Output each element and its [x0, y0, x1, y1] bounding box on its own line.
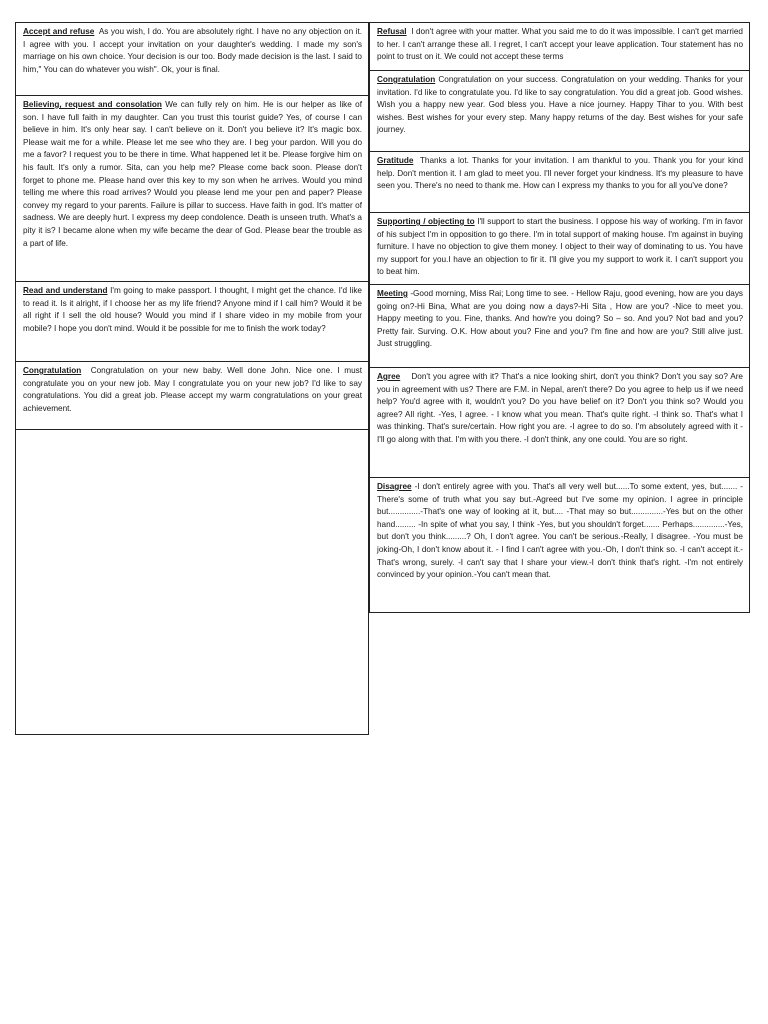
section-heading: Accept and refuse — [23, 27, 95, 36]
section-heading: Refusal — [377, 27, 407, 36]
section-body: We can fully rely on him. He is our helper as like of son. I have full faith in my daughter. Can you trust this tourist guide? Yes, of course I can believe in him. It's only hear say. I can't believe on it. Don't you believe it? It's magic box. Please wait me for a while. Please let me see who they are. I beg your pardon. Will you do me a favor? I request you to be there in time. What happened let it be. Please forgive him on his fault. It's only a rumor. Sita, can you help me? Please come back soon. Please don't forget to phone me. Please hand over this key to my son when he arrives. Would you mind telling me where this road arrives? Would you please lend me your pen and paper? Please convey my regard to your parents. Failure is pillar to success. Have faith in god. It's matter of sadness. We are deeply hurt. I express my deep condolence. Death is unseen truth. What's a pity it is? I became alone when my wife became the dear of God. Please bear the trouble as a part of life. — [23, 100, 362, 248]
section-heading: Meeting — [377, 289, 408, 298]
section-heading: Agree — [377, 372, 401, 381]
section-congratulation-left — [16, 362, 368, 430]
section-disagree — [370, 478, 749, 613]
section-agree — [370, 368, 749, 478]
section-body: I'll support to start the business. I oppose his way of working. I'm in favor of his subject I'm in opposition to go there. I'm in total support of making house. I'm against in buying furniture. I have no objection to give them money. I object to their way of dominating to us. You have my support for you.I have an objection to fir it. I'll give you my support to work it. I can't support you to beat him. — [377, 217, 743, 277]
section-body: As you wish, I do. You are absolutely right. I have no any objection on it. I agree with you. I accept your invitation on your daughter's wedding. I made my son's marriage on his own choice. Your decision is our too. Body made decision is the last. I said to him," You can do whatever you wish". Ok, your is final. — [23, 27, 362, 74]
empty-box — [16, 430, 368, 735]
section-body: Thanks a lot. Thanks for your invitation. I am thankful to you. Thank you for your kind help. Don't mention it. I am glad to meet you. I'll never forget your kindness. It's my pleasure to have seen you. There's no need to thank me. How can I express my thanks to you for all you've done? — [377, 156, 744, 191]
section-heading: Supporting / objecting to — [377, 217, 475, 226]
section-body: I'm going to make passport. I thought, I might get the chance. I'd like to read it. Is it alright, if I choose her as my life friend? Anyone mind if I call him? Would it be all right if I sell the old house? Would you mind if I share video in my mobile from your mobile? I hope you don't mind. Would it be possible for me to finish the work today? — [23, 286, 362, 333]
heading-separator — [400, 372, 411, 381]
section-heading: Gratitude — [377, 156, 414, 165]
section-meeting — [370, 285, 749, 368]
section-body: I don't agree with your matter. What you said me to do it was impossible. I can't get married to her. I can't arrange these all. I regret, I can't accept your leave application. Tour statement has no point to trust on it. We could not accept these terms — [377, 27, 743, 62]
section-body: Don't you agree with it? That's a nice looking shirt, don't you think? Don't you say so? Are you in agreement with us? There are F.M. in Nepal, aren't there? Do you agree to help us if we need help? You'd agree with it, wouldn't you? Do you have belief on it? Don't you think so? Would you agree? All right. -Yes, I agree. - I know what you mean. That's quite right. -I think so. That's what I was thinking. That's sure/certain. How right you are. -I agree to do so. I'm absolutely agreed with it -I'll go along with that. I'm with you there. -I don't think, any one could. You are so right. — [377, 372, 743, 444]
right-column — [369, 22, 750, 613]
section-heading: Congratulation — [23, 366, 82, 375]
section-heading: Believing, request and consolation — [23, 100, 162, 109]
section-refusal — [370, 23, 749, 71]
section-congratulation-right — [370, 71, 749, 152]
section-body: -Good morning, Miss Rai; Long time to see. - Hellow Raju, good evening, how are you days going on?-Hi Bina, What are you doing now a days?-Hi Sita , How are you? -Nice to meet you. Happy meeting to you. Fine, thanks. And how're you doing? So – so. And you? Not bad and you?Pretty fair. Surving. O.K. How about you? Fine and you? I'm fine and how are you? Still alive just. Just struggling. — [377, 289, 744, 349]
section-read-understand — [16, 282, 368, 362]
left-column — [15, 22, 369, 735]
section-heading: Read and understand — [23, 286, 108, 295]
section-supporting-objecting — [370, 213, 749, 285]
section-believing-request-consolation — [16, 96, 368, 282]
section-accept-refuse — [16, 23, 368, 96]
section-gratitude — [370, 152, 749, 213]
section-body: Congratulation on your success. Congratulation on your wedding. Thanks for your invitation. I'd like to congratulate you. I'd like to say congratulation. You did a great job. Good wishes. Wish you a happy new year. God bless you. Have a nice journey. Happy Tihar to you. With best wishes. Best wishes for your every step. Many happy returns of the day. Best wishes for your safe journey. — [377, 75, 744, 135]
section-heading: Congratulation — [377, 75, 436, 84]
section-body: -I don't entirely agree with you. That's all very well but......To some extent, yes, but....... -There's some of truth what you say but.-Agreed but I've some my opinion. I agree in principle but..............-That's one way of looking at it, but.... -That may so but..............-Yes but on the other hand......... -In spite of what you say, I think -Yes, but you shouldn't forget....... Perhaps..............-Yes, but don't you think.........? Oh, I don't agree. You can't be serious.-Really, I disagree. -You must be joking-Oh, I don't know about it. - I find I can't agree with you.-Oh, I don't think so. -I can't accept it.-That's wrong, surely. -I can't say that I share your view.-I don't think that's right. -I'm not entirely convinced by your opinion.-You can't mean that. — [377, 482, 744, 580]
heading-separator — [81, 366, 91, 375]
section-heading: Disagree — [377, 482, 412, 491]
section-body: Congratulation on your new baby. Well done John. Nice one. I must congratulate you on your new job. May I congratulate you on your new job? I'd like to say congratulations. You did a great job. Please accept my warm congratulations on your great achievement. — [23, 366, 362, 413]
